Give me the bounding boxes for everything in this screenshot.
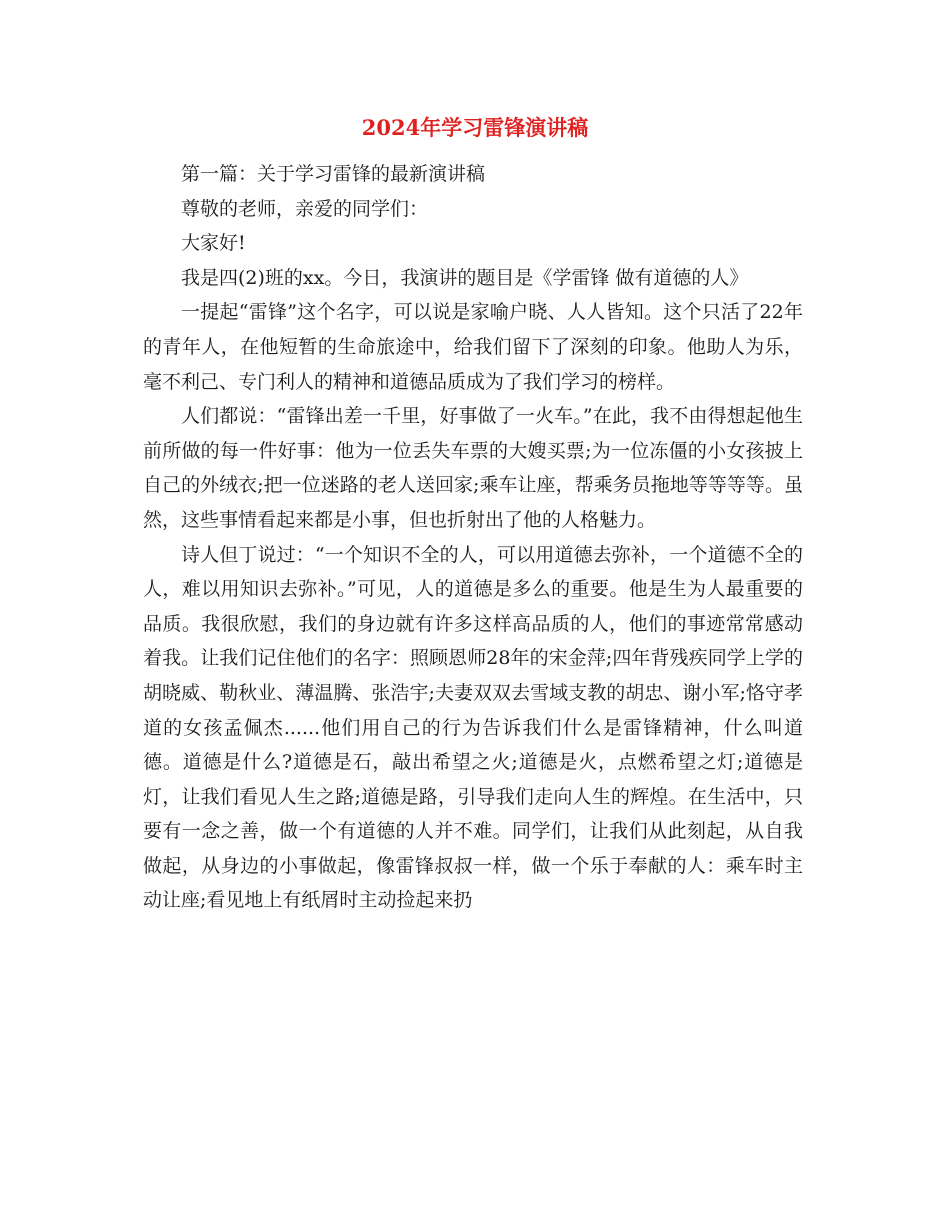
paragraph-body: 诗人但丁说过：“一个知识不全的人，可以用道德去弥补，一个道德不全的人，难以用知识去弥补。”可见，人的道德是多么的重要。他是生为人最重要的品质。我很欣慰，我们的身边就有许多这样高品质的人，他们的事迹常常感动着我。让我们记住他们的名字：照顾恩师28年的宋金萍;四年背残疾同学上学的胡晓威、勒秋业、薄温腾、张浩宇;夫妻双双去雪域支教的胡忠、谢小军;恪守孝道的女孩孟佩杰......他们用自己的行为告诉我们什么是雷锋精神，什么叫道德。道德是什么?道德是石，敲出希望之火;道德是火，点燃希望之灯;道德是灯，让我们看见人生之路;道德是路，引导我们走向人生的辉煌。在生活中，只要有一念之善，做一个有道德的人并不难。同学们，让我们从此刻起，从自我做起，从身边的小事做起，像雷锋叔叔一样，做一个乐于奉献的人：乘车时主动让座;看见地上有纸屑时主动捡起来扔	[143, 543, 803, 912]
document-body	[143, 157, 803, 918]
paragraph-introduction: 我是四(2)班的xx。今日，我演讲的题目是《学雷锋 做有道德的人》	[181, 266, 749, 289]
paragraph-body: 人们都说：“雷锋出差一千里，好事做了一火车。”在此，我不由得想起他生前所做的每一件好事：他为一位丢失车票的大嫂买票;为一位冻僵的小女孩披上自己的外绒衣;把一位迷路的老人送回家;乘车让座，帮乘务员拖地等等等等。虽然，这些事情看起来都是小事，但也折射出了他的人格魅力。	[143, 405, 803, 531]
paragraph-greeting: 大家好!	[181, 232, 246, 255]
document-title: 2024年学习雷锋演讲稿	[361, 115, 589, 140]
paragraph-body: 一提起“雷锋”这个名字，可以说是家喻户晓、人人皆知。这个只活了22年的青年人，在他短暂的生命旅途中，给我们留下了深刻的印象。他助人为乐，毫不利己、专门利人的精神和道德品质成为了我们学习的榜样。	[143, 301, 803, 393]
paragraph-heading: 第一篇：关于学习雷锋的最新演讲稿	[181, 163, 486, 185]
paragraph-salutation: 尊敬的老师，亲爱的同学们：	[181, 197, 429, 220]
